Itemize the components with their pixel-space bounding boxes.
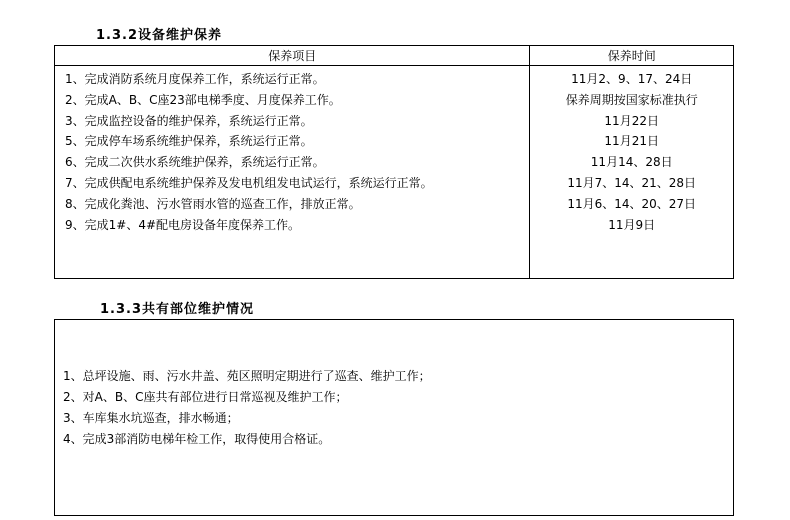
common-areas-box <box>54 319 734 516</box>
maintenance-item: 5、完成停车场系统维护保养，系统运行正常。 <box>65 134 313 149</box>
maintenance-item: 9、完成1#、4#配电房设备年度保养工作。 <box>65 217 301 232</box>
maintenance-item: 1、完成消防系统月度保养工作，系统运行正常。 <box>65 72 325 86</box>
column-header-item: 保养项目 <box>55 46 530 66</box>
maintenance-item: 3、完成监控设备的维护保养，系统运行正常。 <box>65 113 313 128</box>
maintenance-time: 保养周期按国家标准执行 <box>565 92 698 107</box>
list-item: 2、对A、B、C座共有部位进行日常巡视及维护工作； <box>63 390 348 404</box>
maintenance-table <box>54 45 734 279</box>
table-header-row <box>55 46 734 66</box>
common-areas-list <box>63 366 431 450</box>
maintenance-item: 6、完成二次供水系统维护保养，系统运行正常。 <box>65 155 325 170</box>
list-item: 3、车库集水坑巡查，排水畅通； <box>63 411 239 425</box>
maintenance-time: 11月7、14、21、28日 <box>567 175 697 190</box>
maintenance-time: 11月9日 <box>608 217 656 232</box>
table-body-row <box>55 66 734 279</box>
maintenance-items-cell <box>55 66 530 279</box>
section-heading-common-areas: 1.3.3共有部位维护情况 <box>100 302 255 317</box>
maintenance-time: 11月14、28日 <box>590 155 673 170</box>
maintenance-item: 7、完成供配电系统维护保养及发电机组发电试运行，系统运行正常。 <box>65 175 433 190</box>
column-header-time: 保养时间 <box>530 46 734 66</box>
maintenance-time: 11月22日 <box>604 113 659 128</box>
maintenance-times-cell <box>530 66 734 279</box>
list-item: 4、完成3部消防电梯年检工作，取得使用合格证。 <box>63 432 331 446</box>
maintenance-time: 11月2、9、17、24日 <box>571 72 693 86</box>
list-item: 1、总坪设施、雨、污水井盖、苑区照明定期进行了巡查、维护工作； <box>63 369 431 383</box>
maintenance-item: 2、完成A、B、C座23部电梯季度、月度保养工作。 <box>65 92 341 107</box>
section-heading-equipment-maintenance: 1.3.2设备维护保养 <box>96 28 223 43</box>
maintenance-time: 11月6、14、20、27日 <box>567 196 697 211</box>
maintenance-item: 8、完成化粪池、污水管雨水管的巡查工作，排放正常。 <box>65 196 361 211</box>
maintenance-time: 11月21日 <box>604 134 659 149</box>
